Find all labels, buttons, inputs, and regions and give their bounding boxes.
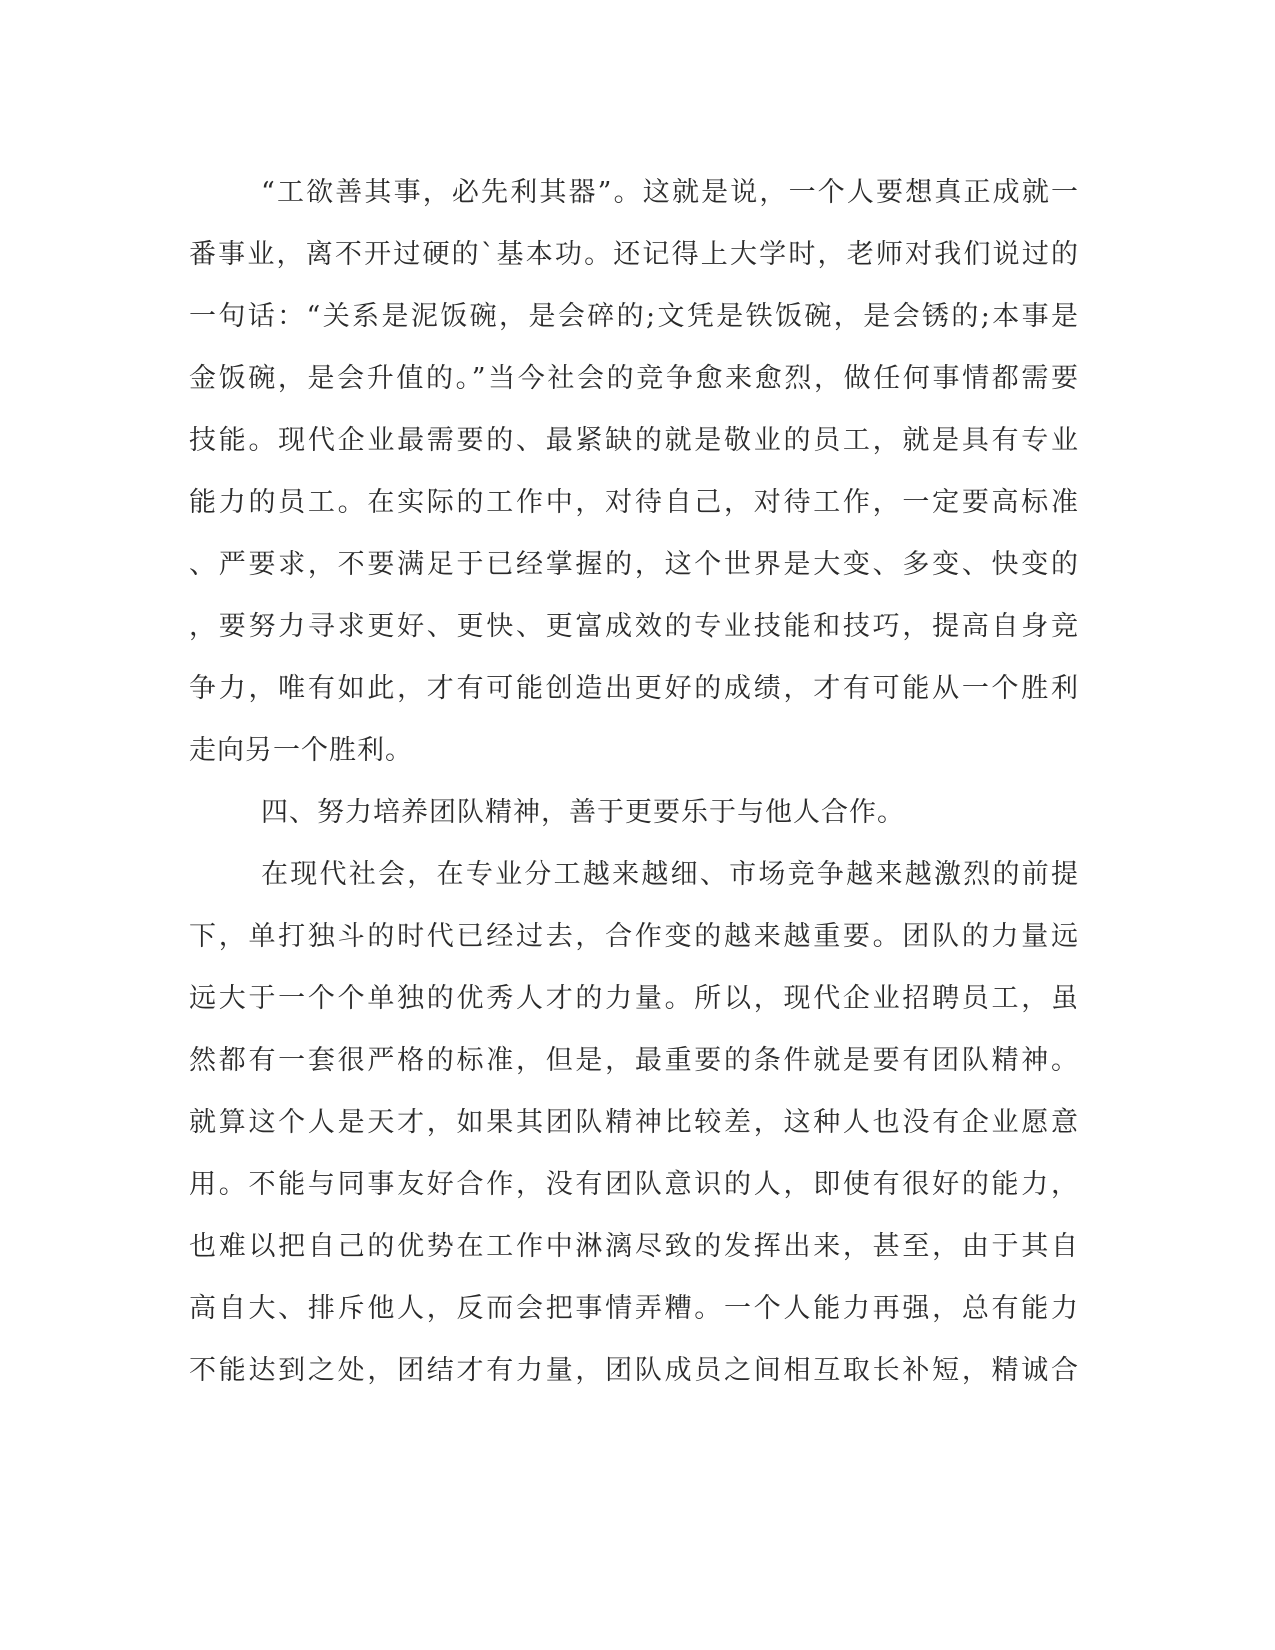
text-line: 就算这个人是天才，如果其团队精神比较差，这种人也没有企业愿意 [189,1107,1079,1138]
text-line: 走向另一个胜利。 [189,735,413,766]
text-line: 用。不能与同事友好合作，没有团队意识的人，即使有很好的能力， [189,1169,1079,1200]
text-line: 争力，唯有如此，才有可能创造出更好的成绩，才有可能从一个胜利 [189,673,1079,704]
text-line: 也难以把自己的优势在工作中淋漓尽致的发挥出来，甚至，由于其自 [189,1231,1079,1262]
paragraph-first-line: 在现代社会，在专业分工越来越细、市场竞争越来越激烈的前提 [261,859,1079,890]
text-line: 高自大、排斥他人，反而会把事情弄糟。一个人能力再强，总有能力 [189,1293,1079,1324]
paragraph-first-line: 四、努力培养团队精神，善于更要乐于与他人合作。 [261,797,905,828]
text-line: 番事业，离不开过硬的`基本功。还记得上大学时，老师对我们说过的 [189,239,1079,270]
text-line: ，要努力寻求更好、更快、更富成效的专业技能和技巧，提高自身竞 [189,611,1079,642]
text-line: 、严要求，不要满足于已经掌握的，这个世界是大变、多变、快变的 [189,549,1079,580]
text-line: 远大于一个个单独的优秀人才的力量。所以，现代企业招聘员工，虽 [189,983,1079,1014]
text-line: 一句话：“关系是泥饭碗，是会碎的;文凭是铁饭碗，是会锈的;本事是 [189,301,1079,332]
paragraph-first-line: “工欲善其事，必先利其器”。这就是说，一个人要想真正成就一 [261,177,1079,208]
text-line: 金饭碗，是会升值的。”当今社会的竞争愈来愈烈，做任何事情都需要 [189,363,1079,394]
text-line: 下，单打独斗的时代已经过去，合作变的越来越重要。团队的力量远 [189,921,1079,952]
text-line: 能力的员工。在实际的工作中，对待自己，对待工作，一定要高标准 [189,487,1079,518]
text-line: 然都有一套很严格的标准，但是，最重要的条件就是要有团队精神。 [189,1045,1079,1076]
body-text [189,162,1079,1402]
text-line: 不能达到之处，团结才有力量，团队成员之间相互取长补短，精诚合 [189,1355,1079,1386]
text-line: 技能。现代企业最需要的、最紧缺的就是敬业的员工，就是具有专业 [189,425,1079,456]
